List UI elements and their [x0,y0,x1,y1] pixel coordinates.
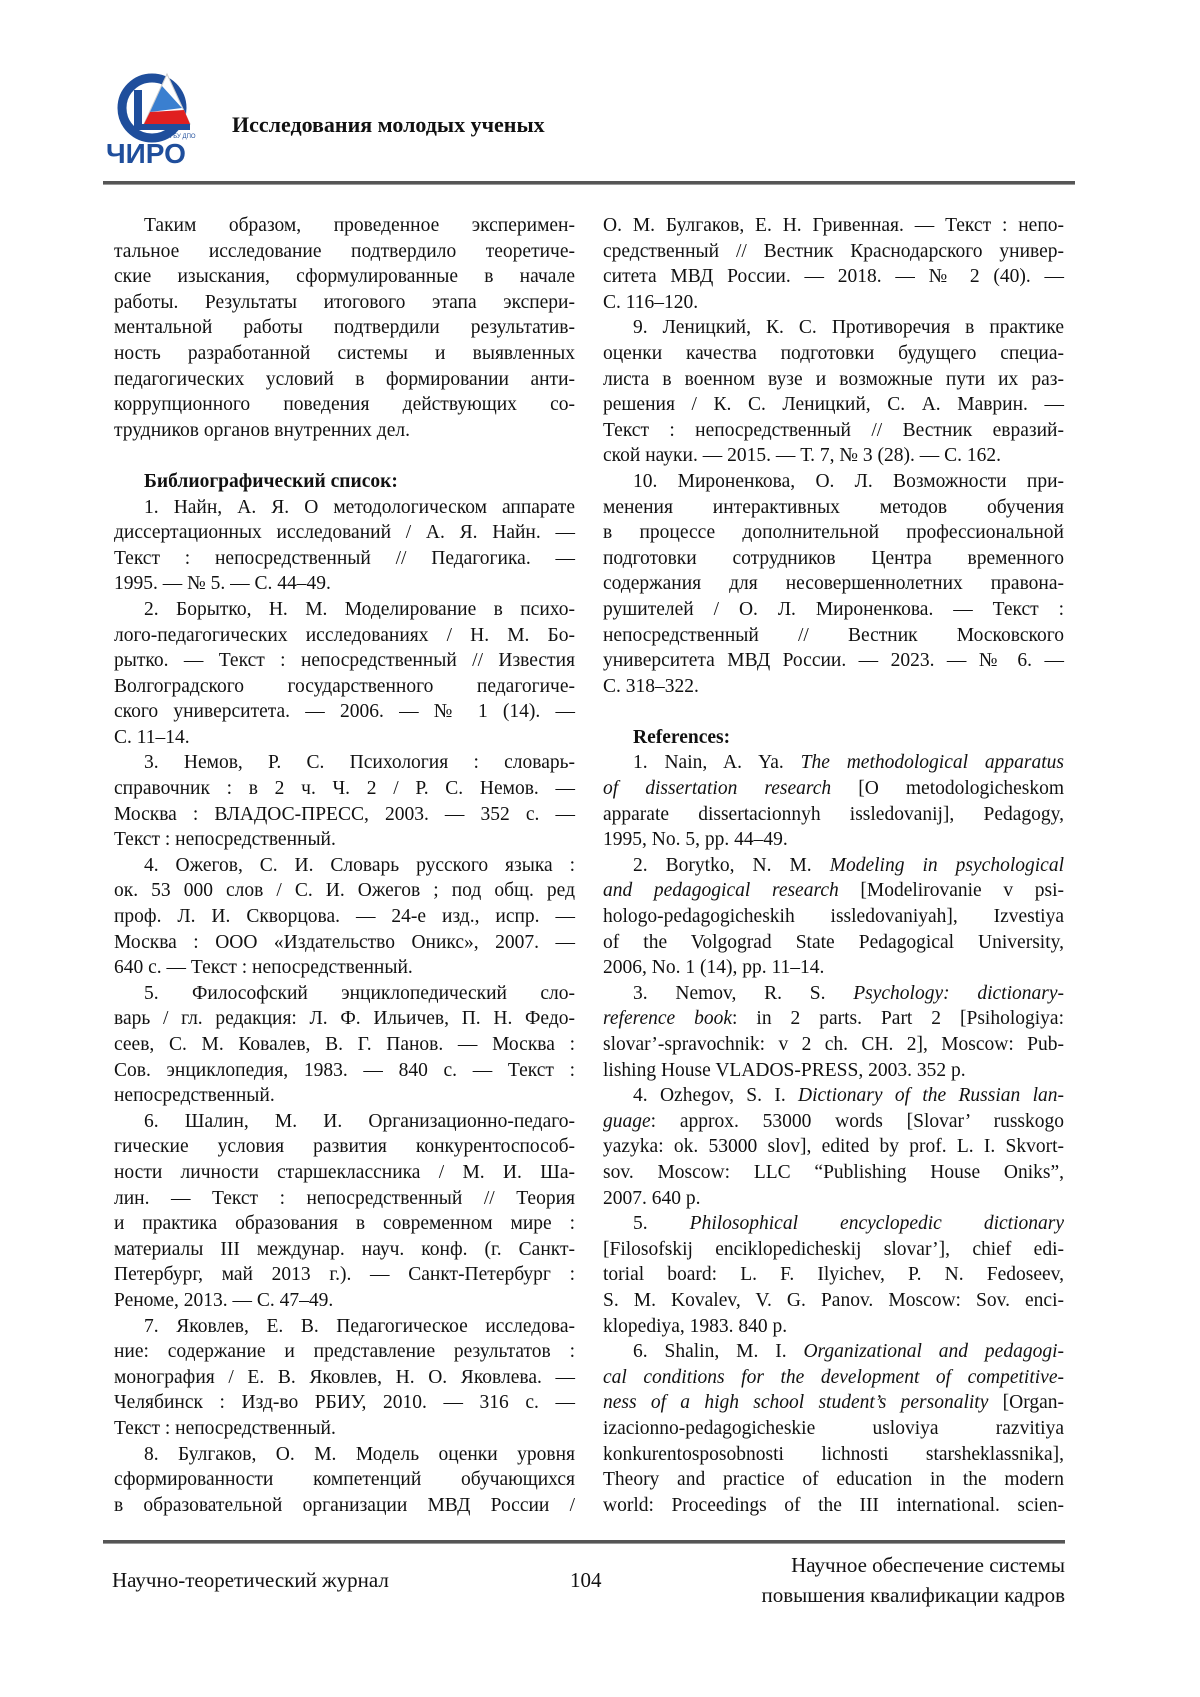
text-line: в образовательной организации МВД России / [114,1493,575,1519]
text-line: сформированности компетенций обучающихся [114,1467,575,1493]
footer-section-line: повышения квалификации кадров [761,1580,1065,1610]
text-line: педагогических условий в формировании анти- [114,367,575,393]
reference-continuation [603,213,1064,315]
text-line: Сов. энциклопедия, 1983. — 840 с. — Текст : [114,1058,575,1084]
text-line: Theory and practice of education in the modern [603,1467,1064,1493]
italic-title: guage [603,1111,651,1132]
text-line: Волгоградского государственного педагогиче- [114,674,575,700]
text-line: yazyka: ok. 53000 slov], edited by prof. L. I. Skvort- [603,1134,1064,1160]
paragraph [603,853,1064,981]
logo-text: ЧИРО [106,138,186,170]
text-line: Москва : ООО «Издательство Оникс», 2007. — [114,930,575,956]
header-title: Исследования молодых ученых [232,112,545,138]
text-line: О. М. Булгаков, Е. Н. Гривенная. — Текст : непо- [603,213,1064,239]
text-line: трудников органов внутренних дел. [114,418,575,444]
text-line: 1995. — № 5. — С. 44–49. [114,571,575,597]
chiro-logo [112,68,212,176]
text-line: работы. Результаты итогового этапа экспери- [114,290,575,316]
paragraph [114,1314,575,1442]
text-line: варь / гл. редакция: Л. Ф. Ильичев, П. Н. Федо- [114,1006,575,1032]
text-line: лин. — Текст : непосредственный // Теория [114,1186,575,1212]
text-line: университета МВД России. — 2023. — № 6. — [603,648,1064,674]
text-line: ситета МВД России. — 2018. — № 2 (40). — [603,264,1064,290]
text-line: 1. Найн, А. Я. О методологическом аппарате [114,495,575,521]
paragraph [114,981,575,1109]
text-line: справочник : в 2 ч. Ч. 2 / Р. С. Немов. — [114,776,575,802]
text-line: решения / К. С. Леницкий, С. А. Маврин. — [603,392,1064,418]
text-line: Текст : непосредственный. [114,827,575,853]
footer-section [761,1550,1065,1610]
text-line: of the Volgograd State Pedagogical University, [603,930,1064,956]
text-line: С. 318–322. [603,674,1064,700]
paragraph [603,1211,1064,1339]
text-line: 9. Леницкий, К. С. Противоречия в практике [603,315,1064,341]
text-line: Текст : непосредственный // Вестник евразий- [603,418,1064,444]
text-line: подготовки сотрудников Центра временного [603,546,1064,572]
text-line: sov. Moscow: LLC “Publishing House Oniks”, [603,1160,1064,1186]
text-line: Челябинск : Изд-во РБИУ, 2010. — 316 с. — [114,1390,575,1416]
paragraph [114,597,575,751]
footer-section-line: Научное обеспечение системы [761,1550,1065,1580]
text-line: 7. Яковлев, Е. В. Педагогическое исследова- [114,1314,575,1340]
text-line: проф. Л. И. Скворцова. — 24-е изд., испр. — [114,904,575,930]
text-line: Реноме, 2013. — С. 47–49. [114,1288,575,1314]
text-segment: 1. Nain, A. Ya. [633,752,801,773]
text-line: оценки качества подготовки будущего специа- [603,341,1064,367]
text-line: монография / Е. В. Яковлев, Н. О. Яковлева. — [114,1365,575,1391]
text-line: world: Proceedings of the III international. scien- [603,1493,1064,1519]
text-line: lishing House VLADOS-PRESS, 2003. 352 p. [603,1058,1064,1084]
text-line: References: [603,725,1064,751]
paragraph [603,1083,1064,1211]
text-line: рытко. — Текст : непосредственный // Известия [114,648,575,674]
text-segment: 6. Shalin, M. I. [633,1341,803,1362]
text-line: 2006, No. 1 (14), pp. 11–14. [603,955,1064,981]
text-line: Текст : непосредственный. [114,1416,575,1442]
text-line: 3. Немов, Р. С. Психология : словарь- [114,750,575,776]
page-number: 104 [570,1565,602,1595]
text-line: рушителей / О. Л. Мироненкова. — Текст : [603,597,1064,623]
text-line: коррупционного поведения действующих со- [114,392,575,418]
text-line [603,1339,1064,1365]
header-divider [103,181,1075,185]
text-segment: : approx. 53000 words [Slovar’ russkogo [651,1111,1064,1132]
text-line: 2007. 640 p. [603,1186,1064,1212]
text-line: тальное исследование подтвердило теоретиче- [114,239,575,265]
text-line: С. 116–120. [603,290,1064,316]
italic-title: of dissertation research [603,778,831,799]
text-line [603,1211,1064,1237]
text-line [603,776,1064,802]
text-line: материалы III междунар. науч. конф. (г. Санкт- [114,1237,575,1263]
section-heading [114,469,575,495]
italic-title: cal conditions for the development of competitive- [603,1367,1064,1388]
text-line: klopediya, 1983. 840 p. [603,1314,1064,1340]
text-line: 4. Ожегов, С. И. Словарь русского языка : [114,853,575,879]
text-line: torial board: L. F. Ilyichev, P. N. Fedoseev, [603,1262,1064,1288]
left-column [114,213,575,1518]
text-segment: [Modelirovanie v psi- [839,880,1064,901]
text-line: izacionno-pedagogicheskie usloviya razvitiya [603,1416,1064,1442]
text-line: ность разработанной системы и выявленных [114,341,575,367]
text-line: лого-педагогических исследованиях / Н. М. Бо- [114,623,575,649]
paragraph [114,1442,575,1519]
paragraph [114,495,575,597]
text-line [603,1083,1064,1109]
paragraph [603,1339,1064,1518]
blank-line [114,443,575,469]
text-line: листа в военном вузе и возможные пути их раз- [603,367,1064,393]
italic-title: reference book [603,1008,732,1029]
text-line: сеев, С. М. Ковалев, В. Г. Панов. — Москва : [114,1032,575,1058]
paragraph [603,981,1064,1083]
text-line: Таким образом, проведенное эксперимен- [114,213,575,239]
text-line: содержания для несовершеннолетних правона- [603,571,1064,597]
text-segment: [Organ- [988,1392,1064,1413]
text-line: гические условия развития конкурентоспособ- [114,1134,575,1160]
text-line: ности личности старшеклассника / М. И. Ша- [114,1160,575,1186]
text-segment: 3. Nemov, R. S. [633,983,853,1004]
text-line: apparate dissertacionnyh issledovanij], Pedagogy, [603,802,1064,828]
text-line: konkurentosposobnosti lichnosti starsheklassnika], [603,1442,1064,1468]
paragraph [603,315,1064,469]
paragraph [114,853,575,981]
text-line [603,1390,1064,1416]
text-segment: [O metodologicheskom [831,778,1064,799]
italic-title: Psychology: dictionary- [853,983,1064,1004]
right-column [603,213,1064,1518]
italic-title: The methodological apparatus [801,752,1064,773]
text-line [603,1006,1064,1032]
text-line: Москва : ВЛАДОС-ПРЕСС, 2003. — 352 с. — [114,802,575,828]
paragraph [603,469,1064,699]
text-line: непосредственный. [114,1083,575,1109]
blank-line [603,699,1064,725]
italic-title: and pedagogical research [603,880,839,901]
text-segment: 4. Ozhegov, S. I. [633,1085,798,1106]
italic-title: Dictionary of the Russian lan- [798,1085,1064,1106]
text-line: ние: содержание и представление результатов : [114,1339,575,1365]
text-line: ские изыскания, сформулированные в начале [114,264,575,290]
text-line: 5. Философский энциклопедический сло- [114,981,575,1007]
text-line: менения интерактивных методов обучения [603,495,1064,521]
italic-title: ness of a high school student’s personality [603,1392,988,1413]
logo-subtext: ГБУ ДПО [170,134,196,140]
text-line: S. M. Kovalev, V. G. Panov. Moscow: Sov. enci- [603,1288,1064,1314]
text-line: Библиографический список: [114,469,575,495]
paragraph [603,750,1064,852]
text-line: ского университета. — 2006. — № 1 (14). — [114,699,575,725]
text-line [603,853,1064,879]
text-line: и практика образования в современном мире : [114,1211,575,1237]
italic-title: Philosophical encyclopedic dictionary [690,1213,1064,1234]
text-segment: 5. [633,1213,690,1234]
text-line: slovar’-spravochnik: v 2 ch. CH. 2], Moscow: Pub- [603,1032,1064,1058]
text-line: 640 с. — Текст : непосредственный. [114,955,575,981]
section-heading [603,725,1064,751]
text-line: 10. Мироненкова, О. Л. Возможности при- [603,469,1064,495]
text-line: 6. Шалин, М. И. Организационно-педаго- [114,1109,575,1135]
text-line: Петербург, май 2013 г.). — Санкт-Петербург : [114,1262,575,1288]
text-segment: : in 2 parts. Part 2 [Psihologiya: [732,1008,1064,1029]
text-line: 8. Булгаков, О. М. Модель оценки уровня [114,1442,575,1468]
text-segment: 2. Borytko, N. M. [633,855,830,876]
text-line: в процессе дополнительной профессиональной [603,520,1064,546]
text-line: средственный // Вестник Краснодарского универ- [603,239,1064,265]
italic-title: Organizational and pedagogi- [803,1341,1064,1362]
text-line: 2. Борытко, Н. М. Моделирование в психо- [114,597,575,623]
text-line [603,981,1064,1007]
paragraph [114,750,575,852]
text-line: С. 11–14. [114,725,575,751]
text-line [603,1109,1064,1135]
text-line: ской науки. — 2015. — Т. 7, № 3 (28). — С. 162. [603,443,1064,469]
text-line: Текст : непосредственный // Педагогика. — [114,546,575,572]
text-line: ментальной работы подтвердили результатив- [114,315,575,341]
paragraph [114,213,575,443]
paragraph [114,1109,575,1314]
text-line: диссертационных исследований / А. Я. Найн. — [114,520,575,546]
italic-title: Modeling in psychological [830,855,1064,876]
text-line [603,1365,1064,1391]
text-line: ок. 53 000 слов / С. И. Ожегов ; под общ. ред [114,878,575,904]
text-line: [Filosofskij enciklopedicheskij slovar’], chief edi- [603,1237,1064,1263]
text-line [603,878,1064,904]
footer-journal: Научно-теоретический журнал [112,1565,389,1595]
text-line [603,750,1064,776]
text-line: hologo-pedagogicheskih issledovaniyah], Izvestiya [603,904,1064,930]
text-line: непосредственный // Вестник Московского [603,623,1064,649]
footer-divider [103,1540,1065,1544]
text-line: 1995, No. 5, pp. 44–49. [603,827,1064,853]
